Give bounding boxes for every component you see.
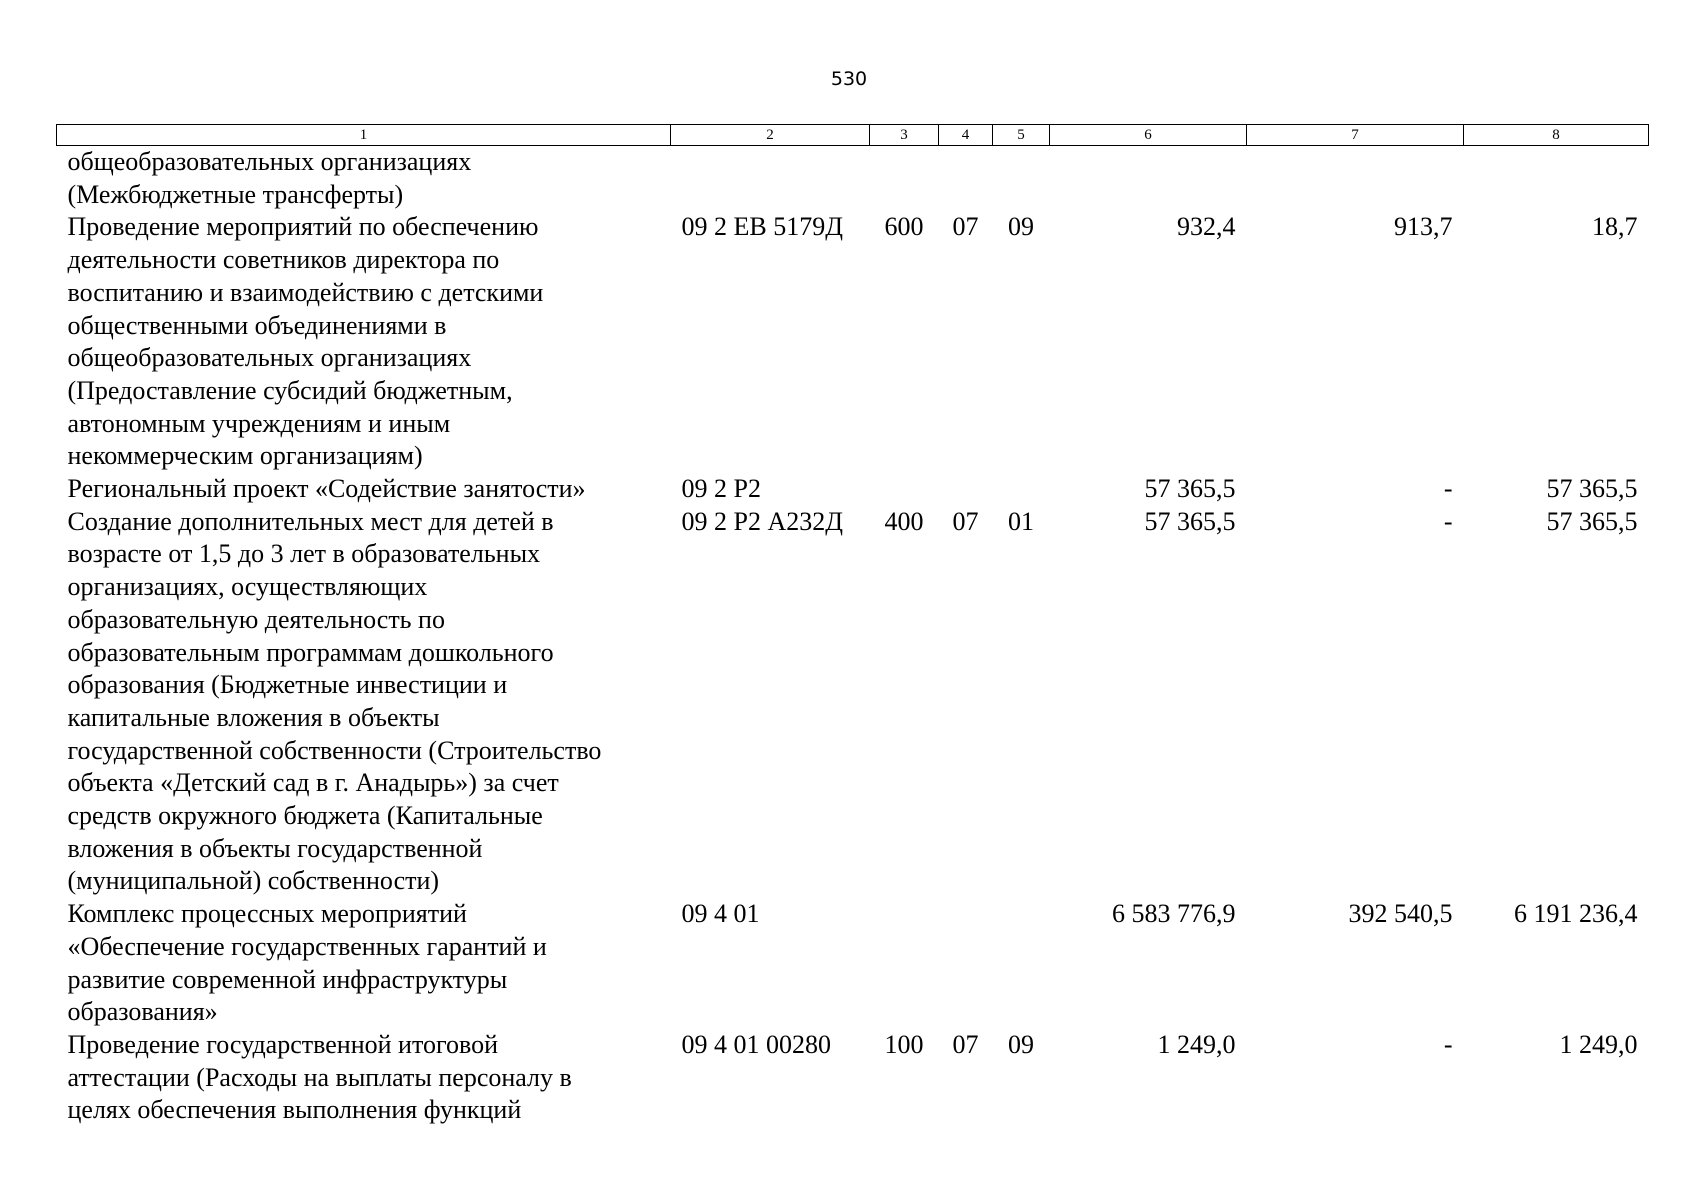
table-row [57, 146, 1649, 212]
header-row [57, 125, 1649, 146]
row-name-line: Проведение государственной итоговой [67, 1029, 498, 1059]
row-name-line: вложения в объекты государственной [67, 833, 483, 863]
row-subsection [993, 146, 1050, 212]
row-amount-8: 6 191 236,4 [1514, 899, 1638, 929]
row-name-line: целях обеспечения выполнения функций [67, 1095, 522, 1125]
row-amount-8 [1464, 146, 1649, 212]
column-header-4: 4 [939, 125, 993, 146]
row-total [1050, 146, 1247, 212]
table-row [57, 506, 1649, 898]
row-total: 932,4 [1177, 212, 1236, 242]
row-name-line: аттестации (Расходы на выплаты персоналу в [67, 1062, 572, 1092]
row-subsection: 01 [1008, 506, 1034, 536]
row-expense-type [870, 473, 939, 506]
row-name-line: государственной собственности (Строительство [67, 735, 602, 765]
table-row [57, 898, 1649, 1029]
row-amount-7 [1247, 146, 1464, 212]
row-expense-type [870, 898, 939, 1029]
row-name-line: (муниципальной) собственности) [67, 866, 440, 896]
column-header-8: 8 [1464, 125, 1649, 146]
row-amount-8: 1 249,0 [1559, 1029, 1638, 1059]
row-name-line: автономным учреждениям и иным [67, 408, 451, 438]
row-name-line: «Обеспечение государственных гарантий и [67, 931, 547, 961]
row-name-line: объекта «Детский сад в г. Анадырь») за счет [67, 768, 559, 798]
row-name-line: капитальные вложения в объекты [67, 702, 440, 732]
row-name-line: развитие современной инфраструктуры [67, 964, 508, 994]
column-header-6: 6 [1050, 125, 1247, 146]
row-total: 57 365,5 [1144, 474, 1236, 504]
table-row [57, 473, 1649, 506]
row-section [939, 898, 993, 1029]
row-code: 09 4 01 [681, 899, 760, 929]
row-amount-7: - [1443, 474, 1453, 504]
row-name-line: некоммерческим организациям) [67, 441, 423, 471]
row-name-line: (Межбюджетные трансферты) [67, 179, 404, 209]
table-row [57, 1029, 1649, 1127]
column-header-5: 5 [993, 125, 1050, 146]
column-header-3: 3 [870, 125, 939, 146]
row-name-line: (Предоставление субсидий бюджетным, [67, 375, 513, 405]
row-name-line: Проведение мероприятий по обеспечению [67, 212, 539, 242]
row-name-line: Комплекс процессных мероприятий [67, 899, 467, 929]
row-section [939, 473, 993, 506]
row-amount-7: - [1443, 1029, 1453, 1059]
row-expense-type: 400 [884, 506, 924, 536]
row-name-line: средств окружного бюджета (Капитальные [67, 801, 543, 831]
row-code: 09 2 ЕВ 5179Д [681, 212, 843, 242]
row-total: 1 249,0 [1157, 1029, 1236, 1059]
column-header-7: 7 [1247, 125, 1464, 146]
row-name [57, 146, 671, 212]
row-name [57, 898, 671, 1029]
column-header-2: 2 [671, 125, 870, 146]
table-row [57, 211, 1649, 473]
row-section: 07 [952, 212, 979, 242]
row-expense-type: 100 [884, 1029, 924, 1059]
column-header-1: 1 [57, 125, 671, 146]
row-section [939, 146, 993, 212]
row-subsection: 09 [1008, 212, 1034, 242]
row-code: 09 2 Р2 [681, 474, 761, 504]
row-name-line: образования (Бюджетные инвестиции и [67, 670, 508, 700]
row-amount-8: 57 365,5 [1546, 474, 1638, 504]
row-name-line: образования» [67, 997, 218, 1027]
row-name-line: общеобразовательных организациях [67, 147, 472, 176]
row-amount-7: 913,7 [1394, 212, 1453, 242]
row-name-line: образовательную деятельность по [67, 604, 445, 634]
page-number: 530 [830, 68, 868, 90]
row-subsection [993, 898, 1050, 1029]
row-name-line: образовательным программам дошкольного [67, 637, 554, 667]
row-total: 57 365,5 [1144, 506, 1236, 536]
row-amount-7: - [1443, 506, 1453, 536]
row-subsection: 09 [1008, 1029, 1034, 1059]
row-code: 09 2 Р2 А232Д [681, 506, 843, 536]
row-name-line: Региональный проект «Содействие занятости» [67, 474, 586, 504]
row-section: 07 [952, 1029, 979, 1059]
row-name-line: деятельности советников директора по [67, 245, 500, 275]
row-code: 09 4 01 00280 [681, 1029, 831, 1059]
budget-table [56, 124, 1649, 1127]
row-name-line: общеобразовательных организациях [67, 343, 472, 373]
row-name-line: воспитанию и взаимодействию с детскими [67, 277, 544, 307]
row-total: 6 583 776,9 [1112, 899, 1236, 929]
row-name-line: общественными объединениями в [67, 310, 447, 340]
row-name [57, 1029, 671, 1127]
row-name-line: Создание дополнительных мест для детей в [67, 506, 554, 536]
row-name-line: организациях, осуществляющих [67, 572, 428, 602]
row-name [57, 473, 671, 506]
row-name [57, 211, 671, 473]
row-amount-8: 57 365,5 [1546, 506, 1638, 536]
row-section: 07 [952, 506, 979, 536]
row-code [671, 146, 870, 212]
row-name-line: возрасте от 1,5 до 3 лет в образовательных [67, 539, 541, 569]
row-subsection [993, 473, 1050, 506]
row-expense-type: 600 [884, 212, 924, 242]
row-amount-8: 18,7 [1592, 212, 1638, 242]
row-name [57, 506, 671, 898]
row-amount-7: 392 540,5 [1348, 899, 1453, 929]
row-expense-type [870, 146, 939, 212]
